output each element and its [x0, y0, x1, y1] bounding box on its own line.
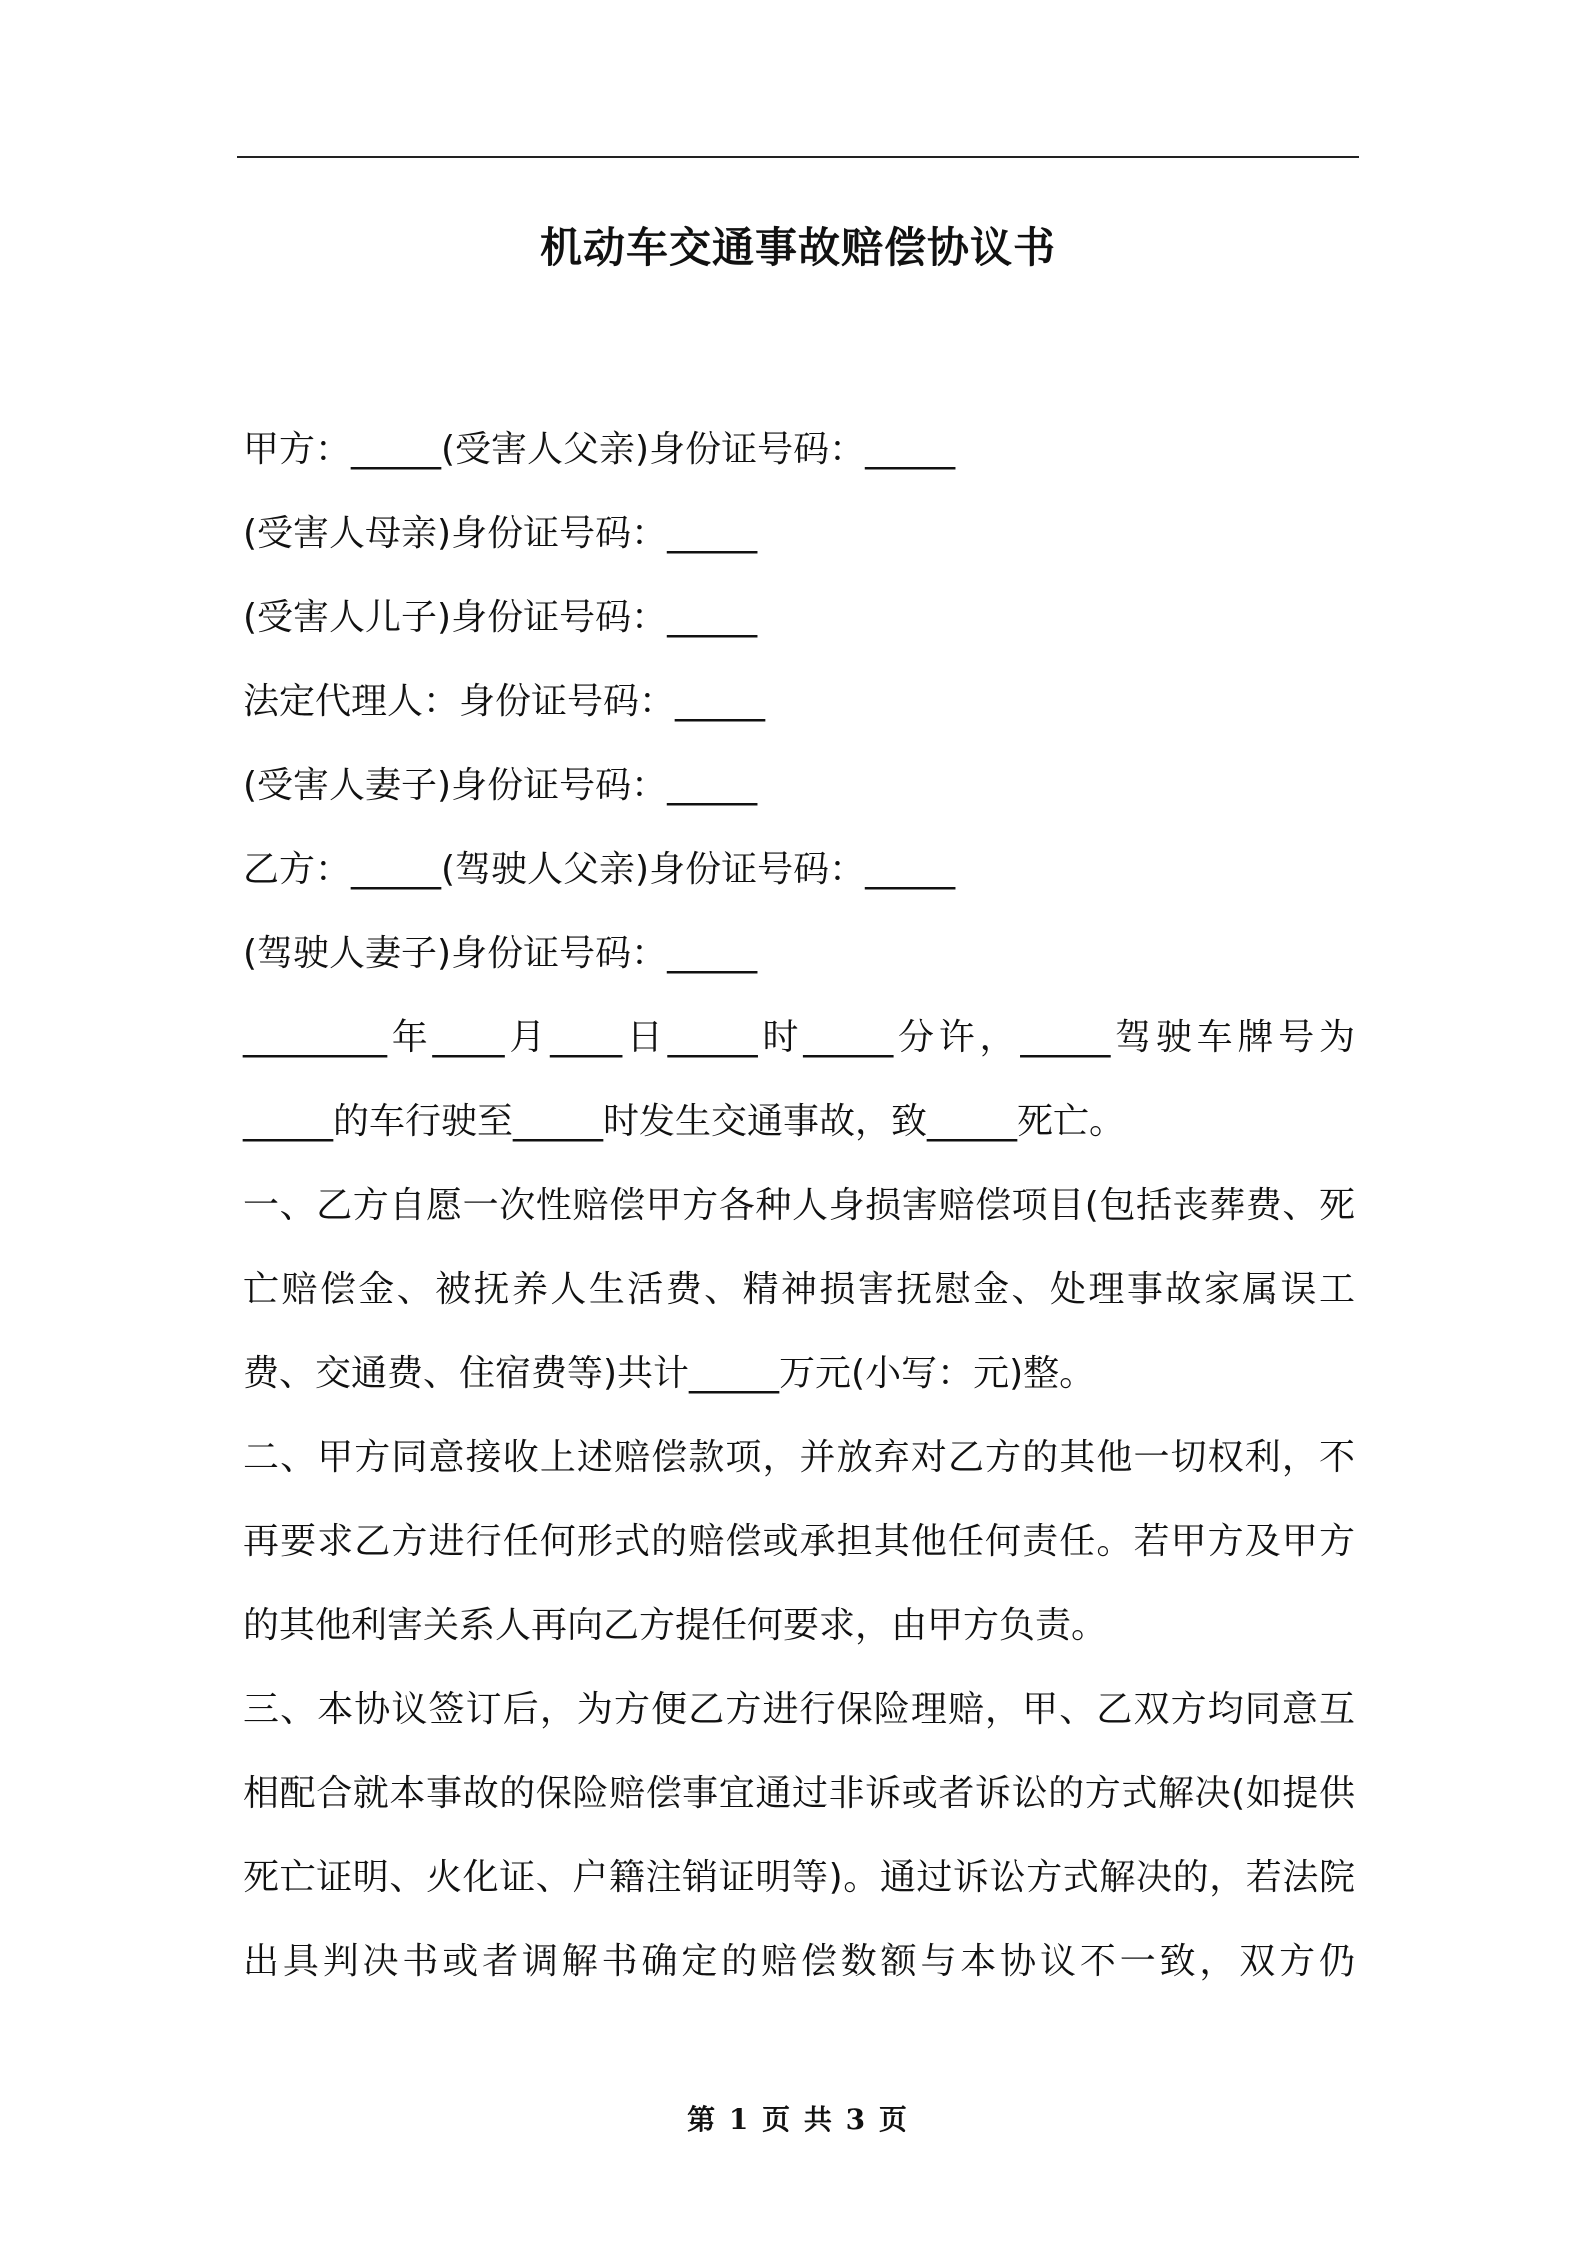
- party-a-father-line: 甲方：_____(受害人父亲)身份证号码：_____: [243, 429, 956, 470]
- clause-2: 二、甲方同意接收上述赔偿款项，并放弃对乙方的其他一切权利，不再要求乙方进行任何形式的赔偿或承担其他任何责任。若甲方及甲方的其他利害关系人再向乙方提任何要求，由甲方负责。: [243, 1437, 1355, 1646]
- clause-3: 三、本协议签订后，为方便乙方进行保险理赔，甲、乙双方均同意互相配合就本事故的保险赔偿事宜通过非诉或者诉讼的方式解决(如提供死亡证明、火化证、户籍注销证明等)。通过诉讼方式解决的，若法院出具判决书或者调解书确定的赔偿数额与本协议不一致，双方仍: [243, 1689, 1355, 1982]
- document-title: 机动车交通事故赔偿协议书: [539, 223, 1056, 272]
- accident-description: ________年____月____日_____时_____分许，_____驾驶车牌号为_____的车行驶至_____时发生交通事故，致_____死亡。: [243, 1017, 1355, 1142]
- party-a-wife-line: (受害人妻子)身份证号码：_____: [243, 765, 758, 806]
- header-rule: [237, 156, 1359, 158]
- party-a-son-line: (受害人儿子)身份证号码：_____: [243, 597, 758, 638]
- document-body: [243, 408, 1355, 2004]
- party-a-mother-line: (受害人母亲)身份证号码：_____: [243, 513, 758, 554]
- party-b-father-line: 乙方：_____(驾驶人父亲)身份证号码：_____: [243, 849, 956, 890]
- page-number: 第 1 页 共 3 页: [687, 2103, 909, 2136]
- clause-1: 一、乙方自愿一次性赔偿甲方各种人身损害赔偿项目(包括丧葬费、死亡赔偿金、被抚养人生活费、精神损害抚慰金、处理事故家属误工费、交通费、住宿费等)共计_____万元(小写：元)整。: [243, 1185, 1355, 1394]
- legal-representative-line: 法定代理人：身份证号码：_____: [243, 681, 766, 722]
- party-b-wife-line: (驾驶人妻子)身份证号码：_____: [243, 933, 758, 974]
